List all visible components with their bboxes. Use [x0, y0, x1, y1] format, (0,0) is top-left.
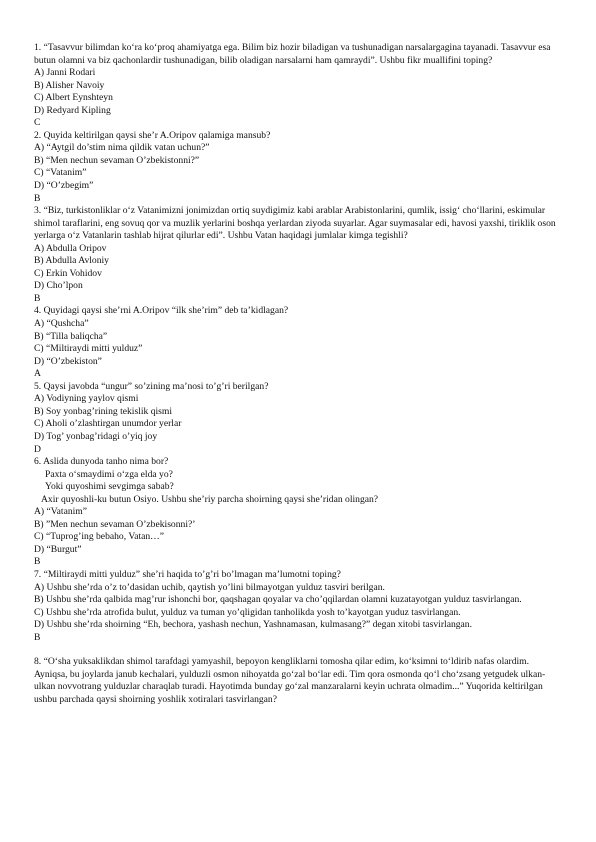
answer-key: B — [34, 556, 41, 568]
answer-key: D — [34, 443, 41, 455]
option-b: B) Soy yonbag’rining tekislik qismi — [34, 405, 173, 417]
option-a: A) “Qushcha” — [34, 318, 89, 330]
poem-line: Axir quyoshli-ku butun Osiyo. Ushbu she’riy parcha shoirning qaysi she’ridan olingan? — [41, 493, 379, 505]
option-d: D) “O’zbegim” — [34, 180, 94, 192]
question-1 — [34, 42, 562, 130]
option-c: C) “Miltiraydi mitti yulduz” — [34, 343, 143, 355]
question-2 — [34, 130, 562, 205]
option-d: D) “O’zbekiston” — [34, 355, 102, 367]
option-a: A) “Vatanim” — [34, 506, 88, 518]
option-a: A) “Aytgil do’stim nima qildik vatan uchun?” — [34, 142, 210, 154]
answer-key: B — [34, 292, 41, 304]
option-c: C) Ushbu she’rda atrofida bulut, yulduz va tuman yo’qligidan tanholikda yosh to’kayotgan yuduz tasvirlangan. — [34, 606, 461, 618]
option-c: C) Aholi o’zlashtirgan unumdor yerlar — [34, 418, 182, 430]
option-a: A) Janni Rodari — [34, 67, 96, 79]
option-a: A) Ushbu she’rda o’z to’dasidan uchib, qaytish yo’lini bilmayotgan yulduz tasviri berilgan. — [34, 581, 385, 593]
option-d: D) Tog’ yonbag’ridagi o’yiq joy — [34, 430, 158, 442]
document-page — [34, 42, 562, 706]
question-3 — [34, 205, 562, 305]
option-d: D) Redyard Kipling — [34, 104, 111, 116]
question-5 — [34, 381, 562, 456]
question-text: 3. “Biz, turkistonliklar o‘z Vatanimizni jonimizdan ortiq suydigimiz kabi arablar Arabistonlarini, qumlik, issig‘ cho‘llarini, eskimular shimol taraflarini, eng sovuq qor va muzlik yerlarini boshqa yerlardan ziyoda suyarlar. Agar suymasalar edi, havosi yaxshi, tiriklik oson yerlarga o‘z Vatanlarin tashlab hijrat qilurlar edi”. Ushbu Vatan haqidagi jumlalar kimga tegishli? — [34, 205, 556, 242]
option-a: A) Abdulla Oripov — [34, 242, 107, 254]
option-b: B) Alisher Navoiy — [34, 79, 105, 91]
question-4 — [34, 305, 562, 380]
option-b: B) Ushbu she’rda qalbida mag’rur ishonchi bor, qaqshagan qoyalar va cho’qqilardan olamni kuzatayotgan yulduz tasvirlangan. — [34, 594, 522, 606]
option-c: C) Erkin Vohidov — [34, 267, 102, 279]
question-text: 6. Aslida dunyoda tanho nima bor? — [34, 456, 169, 468]
option-b: B) “Men nechun sevaman O’zbekistonni?” — [34, 154, 200, 166]
question-text: 8. “O‘sha yuksaklikdan shimol tarafdagi yamyashil, bepoyon kengliklarni tomosha qilar edim, ko‘ksimni to‘ldirib nafas olardim. Ayniqsa, bu joylarda janub kechalari, yulduzli osmon nihoyatda go‘zal bo‘lar edi. Tim qora osmonda qo‘l cho‘zsang yetgudek ulkan-ulkan novvotrang yulduzlar charaqlab turadi. Hayotimda bunday go‘zal manzaralarni keyin uchrata olmadim...” Yuqorida keltirilgan ushbu parchada qaysi shoirning yoshlik xotiralari tasvirlangan? — [34, 656, 546, 705]
question-text: 5. Qaysi javobda “ungur” so’zining ma’nosi to’g’ri berilgan? — [34, 380, 269, 392]
option-c: C) “Tuprog’ing bebaho, Vatan…” — [34, 531, 165, 543]
option-d: D) Ushbu she’rda shoirning “Eh, bechora, yashash nechun, Yashnamasan, kulmasang?” degan xitobi tasvirlangan. — [34, 619, 473, 631]
option-a: A) Vodiyning yaylov qismi — [34, 393, 139, 405]
question-7 — [34, 569, 562, 644]
option-b: B) “Tilla baliqcha” — [34, 330, 108, 342]
question-text: 2. Quyida keltirilgan qaysi she’r A.Oripov qalamiga mansub? — [34, 129, 271, 141]
option-c: C) “Vatanim” — [34, 167, 87, 179]
poem-line: Paxta o‘smaydimi o‘zga elda yo? — [45, 468, 173, 480]
answer-key: B — [34, 192, 41, 204]
poem-line: Yoki quyoshimi sevgimga sabab? — [45, 481, 174, 493]
option-d: D) Cho’lpon — [34, 280, 83, 292]
question-text: 1. “Tasavvur bilimdan ko‘ra ko‘proq ahamiyatga ega. Bilim biz hozir biladigan va tushunadigan narsalargagina tayanadi. Tasavvur esa butun olamni va biz qachonlardir tushunadigan, bilib oladigan narsalarni ham qamraydi”. Ushbu fikr muallifini toping? — [34, 42, 551, 66]
option-c: C) Albert Eynshteyn — [34, 92, 113, 104]
question-8 — [34, 656, 562, 706]
answer-key: A — [34, 368, 41, 380]
question-6 — [34, 456, 562, 569]
answer-key: C — [34, 117, 41, 129]
poem-excerpt — [34, 469, 562, 507]
question-text: 4. Quyidagi qaysi she’rni A.Oripov “ilk she’rim” deb ta’kidlagan? — [34, 305, 289, 317]
question-text: 7. “Miltiraydi mitti yulduz” she’ri haqida to’g’ri bo’lmagan ma’lumotni toping? — [34, 568, 341, 580]
spacer — [34, 644, 562, 656]
option-d: D) “Burgut” — [34, 543, 82, 555]
option-b: B) ”Men nechun sevaman O’zbekisonni?’ — [34, 518, 196, 530]
answer-key: B — [34, 631, 41, 643]
option-b: B) Abdulla Avloniy — [34, 255, 109, 267]
